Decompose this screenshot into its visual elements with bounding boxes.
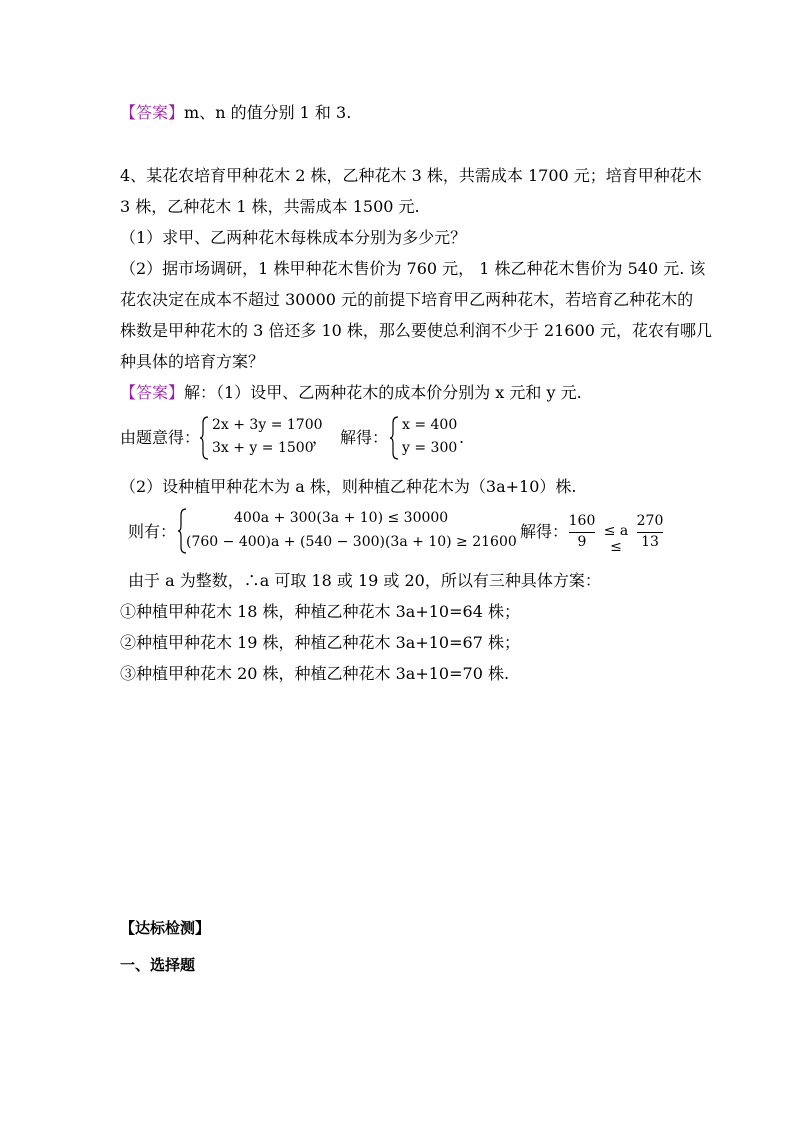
ineq-middle: ≤ a ≤ bbox=[603, 523, 629, 555]
ineq-row1: 400a + 300(3a + 10) ≤ 30000 bbox=[234, 510, 449, 526]
problem4-q2-line3: 株数是甲种花木的 3 倍还多 10 株，那么要使总利润不少于 21600 元，花农有哪几 bbox=[120, 321, 712, 340]
inequality-system bbox=[178, 507, 517, 555]
eq1-row2: 3x + y = 1500 bbox=[212, 440, 314, 456]
left-brace-icon bbox=[200, 415, 210, 461]
prev-answer-line bbox=[120, 103, 351, 123]
plan-3: ③种植甲种花木 20 株，种植乙种花木 3a+10=70 株. bbox=[120, 664, 510, 683]
problem4-q2-line2: 花农决定在成本不超过 30000 元的前提下培育甲乙两种花木，若培育乙种花木的 bbox=[120, 290, 694, 309]
ineq-row2: (760 − 400)a + (540 − 300)(3a + 10) ≥ 21600 bbox=[186, 534, 517, 550]
solution-part1-intro bbox=[120, 383, 582, 403]
period: . bbox=[459, 428, 465, 447]
problem4-q2-line4: 种具体的培育方案？ bbox=[120, 352, 265, 371]
left-brace-icon bbox=[390, 415, 400, 461]
solve-label-2: 解得： bbox=[520, 522, 569, 541]
conclusion: 由于 a 为整数，∴a 可取 18 或 19 或 20，所以有三种具体方案： bbox=[128, 571, 601, 590]
eq1-row1: 2x + 3y = 1700 bbox=[212, 417, 323, 433]
from-problem-label: 由题意得： bbox=[120, 428, 201, 447]
sol1-row2: y = 300 bbox=[402, 440, 458, 456]
answer-tag: 【答案】 bbox=[120, 103, 185, 122]
frac-right-bar bbox=[637, 532, 663, 533]
equation-system-1 bbox=[200, 415, 323, 461]
fraction-range bbox=[568, 511, 668, 553]
solution-part1-text: 解：（1）设甲、乙两种花木的成本价分别为 x 元和 y 元. bbox=[184, 383, 582, 402]
comma: ， bbox=[312, 428, 329, 447]
plan-1: ①种植甲种花木 18 株，种植乙种花木 3a+10=64 株； bbox=[120, 602, 520, 621]
then-label: 则有： bbox=[128, 522, 177, 541]
frac-right-denominator: 13 bbox=[641, 534, 659, 550]
sol1-row1: x = 400 bbox=[402, 417, 458, 433]
problem4-q2-line1: （2）据市场调研，1 株甲种花木售价为 760 元， 1 株乙种花木售价为 540 元. 该 bbox=[120, 259, 706, 278]
problem4-q1: （1）求甲、乙两种花木每株成本分别为多少元？ bbox=[120, 228, 467, 247]
frac-left-numerator: 160 bbox=[568, 513, 596, 529]
solution-part2-intro: （2）设种植甲种花木为 a 株，则种植乙种花木为（3a+10）株. bbox=[120, 477, 577, 496]
problem4-line1: 4、某花农培育甲种花木 2 株，乙种花木 3 株，共需成本 1700 元；培育甲种花木 bbox=[120, 166, 702, 185]
problem4-line2: 3 株，乙种花木 1 株，共需成本 1500 元. bbox=[120, 197, 420, 216]
frac-left-denominator: 9 bbox=[577, 534, 587, 550]
solution-system-1 bbox=[390, 415, 460, 461]
solve-label-1: 解得： bbox=[340, 428, 389, 447]
frac-left-bar bbox=[569, 532, 595, 533]
section-title: 【达标检测】 bbox=[120, 919, 211, 937]
section-subtitle: 一、选择题 bbox=[120, 956, 196, 974]
plan-2: ②种植甲种花木 19 株，种植乙种花木 3a+10=67 株； bbox=[120, 633, 520, 652]
prev-answer-text: m、n 的值分别 1 和 3. bbox=[184, 103, 352, 122]
answer-tag: 【答案】 bbox=[120, 383, 185, 402]
frac-right-numerator: 270 bbox=[636, 513, 664, 529]
